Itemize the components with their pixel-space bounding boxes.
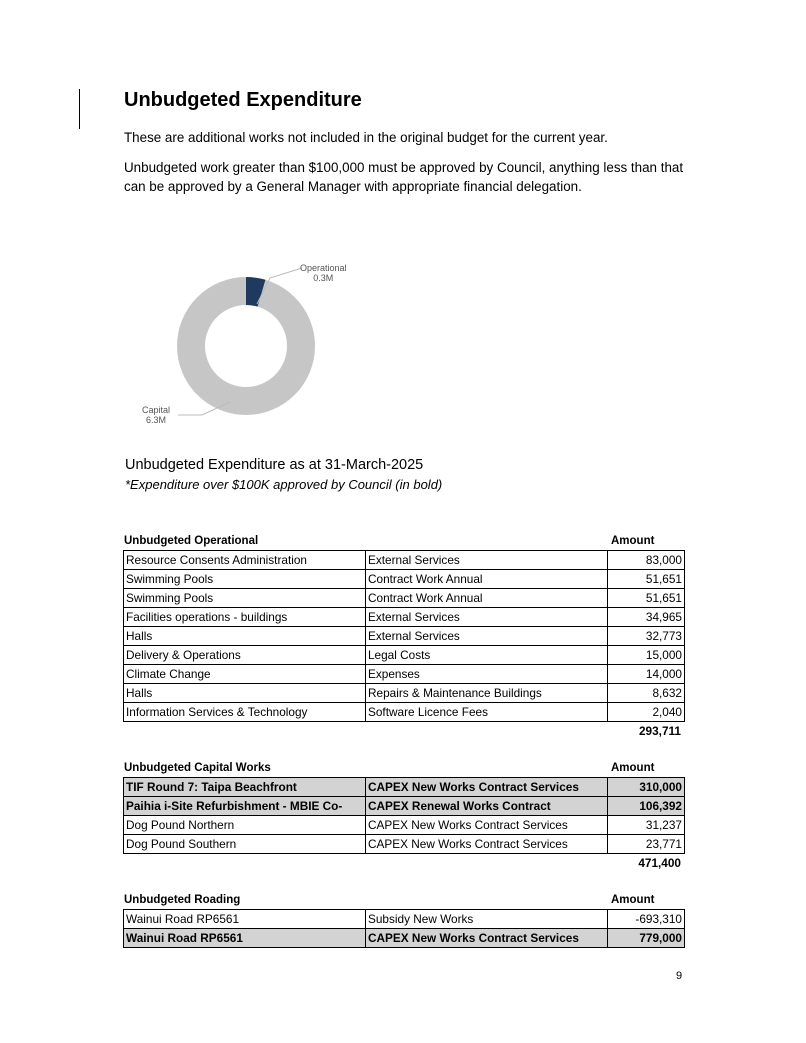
row-amount: 106,392 bbox=[608, 797, 685, 816]
expenditure-donut-chart bbox=[130, 258, 380, 438]
row-amount: 310,000 bbox=[608, 778, 685, 797]
capital-heading bbox=[124, 762, 684, 774]
table-row bbox=[124, 797, 685, 816]
operational-amount-heading: Amount bbox=[611, 535, 655, 547]
table-row bbox=[124, 570, 685, 589]
row-category: Expenses bbox=[366, 665, 608, 684]
row-amount: 51,651 bbox=[608, 570, 685, 589]
row-amount: 23,771 bbox=[608, 835, 685, 854]
row-category: External Services bbox=[366, 551, 608, 570]
table-row bbox=[124, 608, 685, 627]
row-category: Software Licence Fees bbox=[366, 703, 608, 722]
row-category: CAPEX New Works Contract Services bbox=[366, 929, 608, 948]
capital-total: 471,400 bbox=[638, 856, 681, 870]
row-name: Swimming Pools bbox=[124, 570, 366, 589]
table-row bbox=[124, 835, 685, 854]
row-amount: 8,632 bbox=[608, 684, 685, 703]
operational-heading bbox=[124, 535, 684, 547]
row-category: External Services bbox=[366, 608, 608, 627]
row-name: Facilities operations - buildings bbox=[124, 608, 366, 627]
row-amount: 15,000 bbox=[608, 646, 685, 665]
row-name: Dog Pound Southern bbox=[124, 835, 366, 854]
row-name: Dog Pound Northern bbox=[124, 816, 366, 835]
table-row bbox=[124, 910, 685, 929]
row-name: Halls bbox=[124, 684, 366, 703]
row-category: Contract Work Annual bbox=[366, 570, 608, 589]
row-name: Halls bbox=[124, 627, 366, 646]
row-amount: 83,000 bbox=[608, 551, 685, 570]
approval-paragraph: Unbudgeted work greater than $100,000 must be approved by Council, anything less than that can be approved by a General Manager with appropriate financial delegation. bbox=[124, 160, 684, 194]
row-category: CAPEX New Works Contract Services bbox=[366, 778, 608, 797]
page-number: 9 bbox=[676, 970, 683, 982]
donut-slice-capital bbox=[191, 291, 301, 401]
table-row bbox=[124, 778, 685, 797]
row-name: Swimming Pools bbox=[124, 589, 366, 608]
row-category: Contract Work Annual bbox=[366, 589, 608, 608]
margin-change-bar bbox=[79, 89, 80, 129]
operational-table bbox=[123, 550, 685, 722]
label-capital-name: Capital bbox=[142, 405, 171, 415]
row-amount: -693,310 bbox=[608, 910, 685, 929]
label-operational-value: 0.3M bbox=[313, 273, 334, 283]
label-capital-value: 6.3M bbox=[146, 415, 167, 425]
row-category: Repairs & Maintenance Buildings bbox=[366, 684, 608, 703]
row-name: Climate Change bbox=[124, 665, 366, 684]
label-capital bbox=[142, 405, 170, 425]
table-row bbox=[124, 703, 685, 722]
row-category: CAPEX New Works Contract Services bbox=[366, 816, 608, 835]
row-category: CAPEX New Works Contract Services bbox=[366, 835, 608, 854]
table-row bbox=[124, 816, 685, 835]
operational-heading-label: Unbudgeted Operational bbox=[124, 535, 259, 547]
row-name: TIF Round 7: Taipa Beachfront bbox=[124, 778, 366, 797]
row-amount: 34,965 bbox=[608, 608, 685, 627]
table-row bbox=[124, 627, 685, 646]
table-row bbox=[124, 646, 685, 665]
intro-paragraph: These are additional works not included in the original budget for the current year. bbox=[124, 130, 608, 145]
row-category: CAPEX Renewal Works Contract bbox=[366, 797, 608, 816]
page-title: Unbudgeted Expenditure bbox=[124, 89, 362, 111]
row-name: Resource Consents Administration bbox=[124, 551, 366, 570]
summary-note: *Expenditure over $100K approved by Council (in bold) bbox=[125, 477, 443, 492]
row-name: Delivery & Operations bbox=[124, 646, 366, 665]
summary-title: Unbudgeted Expenditure as at 31-March-2025 bbox=[125, 457, 424, 473]
table-row bbox=[124, 665, 685, 684]
row-amount: 32,773 bbox=[608, 627, 685, 646]
row-amount: 779,000 bbox=[608, 929, 685, 948]
label-operational bbox=[300, 263, 347, 283]
row-category: Legal Costs bbox=[366, 646, 608, 665]
row-amount: 31,237 bbox=[608, 816, 685, 835]
table-row bbox=[124, 551, 685, 570]
roading-heading-label: Unbudgeted Roading bbox=[124, 894, 241, 906]
roading-table bbox=[123, 909, 685, 948]
capital-heading-label: Unbudgeted Capital Works bbox=[124, 762, 271, 774]
row-amount: 2,040 bbox=[608, 703, 685, 722]
row-amount: 51,651 bbox=[608, 589, 685, 608]
row-name: Wainui Road RP6561 bbox=[124, 929, 366, 948]
table-row bbox=[124, 589, 685, 608]
capital-table bbox=[123, 777, 685, 854]
row-name: Wainui Road RP6561 bbox=[124, 910, 366, 929]
label-operational-name: Operational bbox=[300, 263, 347, 273]
table-row bbox=[124, 929, 685, 948]
capital-amount-heading: Amount bbox=[611, 762, 655, 774]
row-name: Information Services & Technology bbox=[124, 703, 366, 722]
row-amount: 14,000 bbox=[608, 665, 685, 684]
roading-heading bbox=[124, 894, 684, 906]
table-row bbox=[124, 684, 685, 703]
operational-total: 293,711 bbox=[639, 724, 681, 738]
row-name: Paihia i-Site Refurbishment - MBIE Co- bbox=[124, 797, 366, 816]
row-category: External Services bbox=[366, 627, 608, 646]
roading-amount-heading: Amount bbox=[611, 894, 655, 906]
row-category: Subsidy New Works bbox=[366, 910, 608, 929]
